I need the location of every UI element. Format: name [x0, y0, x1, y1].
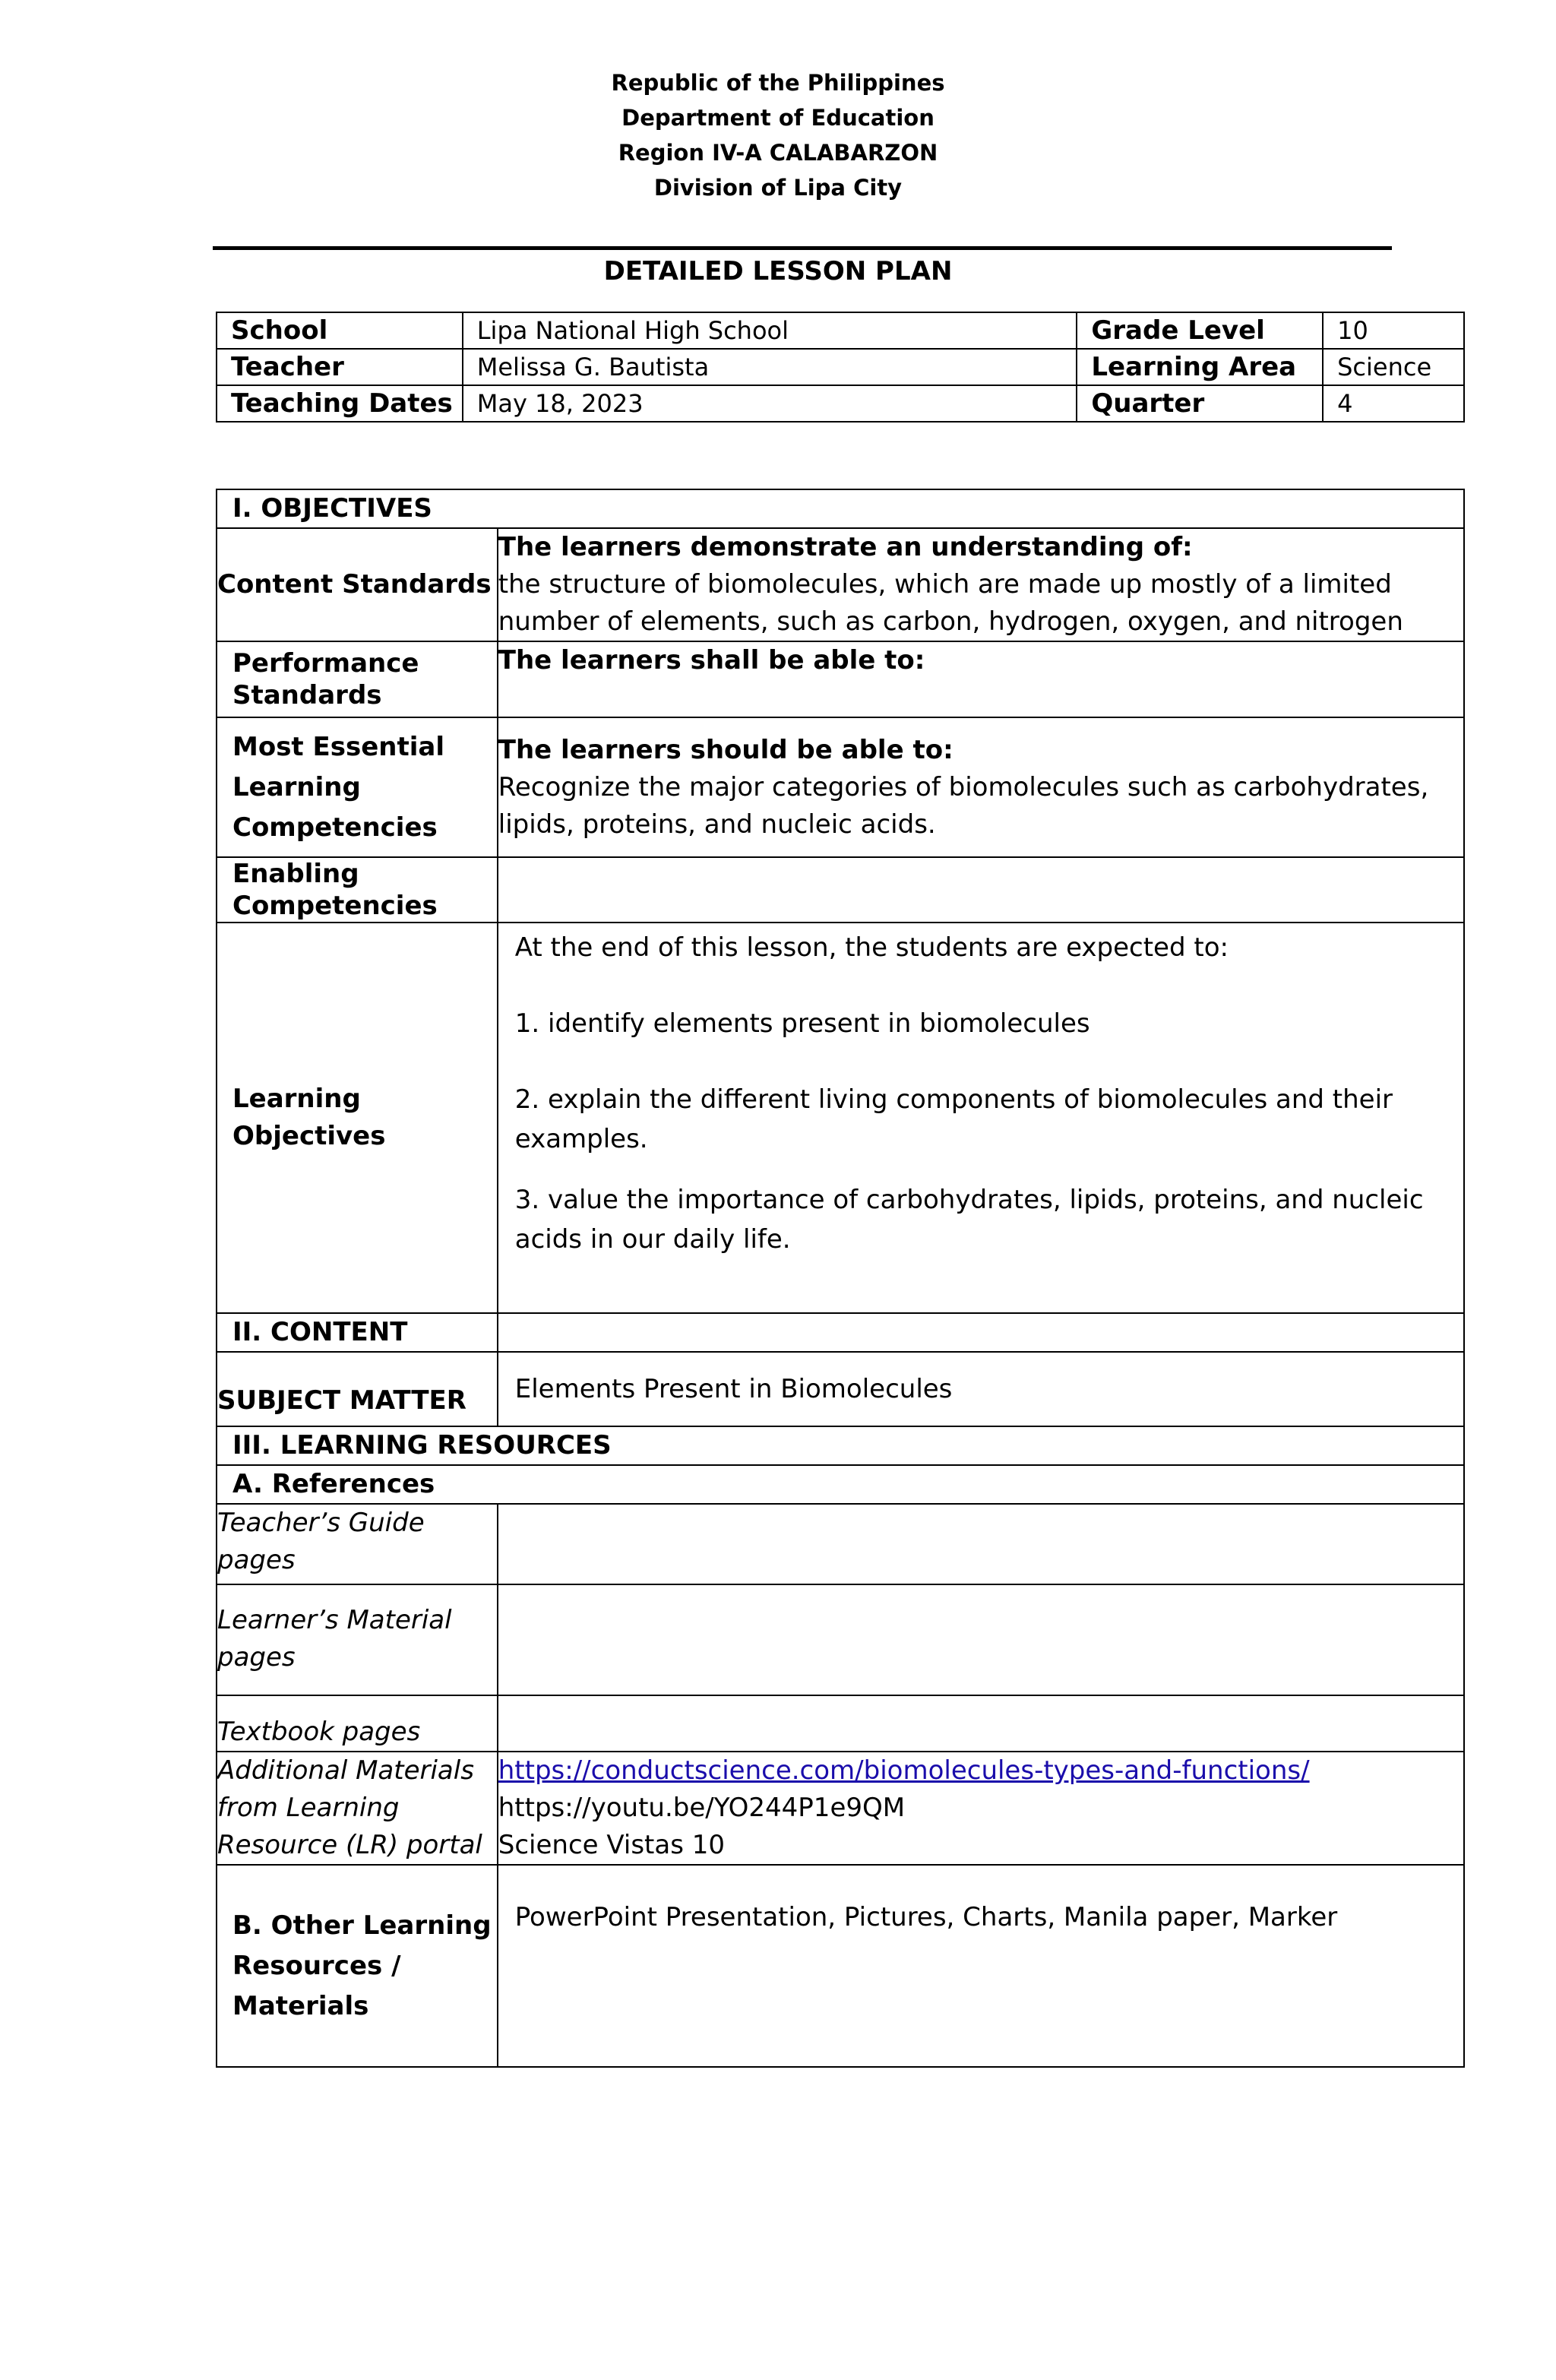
quarter-value: 4	[1323, 385, 1464, 422]
info-row-dates	[217, 385, 1464, 422]
learning-objectives-cell	[498, 923, 1464, 1313]
content-standards-row	[217, 528, 1464, 641]
header-divider	[213, 246, 1392, 250]
objectives-heading: I. OBJECTIVES	[217, 489, 1464, 528]
other-resources-row	[217, 1865, 1464, 2067]
content-heading-value	[498, 1313, 1464, 1352]
page-title: DETAILED LESSON PLAN	[603, 256, 953, 286]
subject-matter-row	[217, 1352, 1464, 1426]
content-standards-label: Content Standards	[217, 528, 498, 641]
teacher-label: Teacher	[217, 349, 463, 385]
lesson-info-table	[216, 312, 1465, 423]
learning-objective-1: 1. identify elements present in biomolecules	[514, 1008, 1090, 1039]
additional-materials-cell	[498, 1752, 1464, 1865]
enabling-competencies-label: Enabling Competencies	[217, 857, 498, 923]
grade-level-label: Grade Level	[1077, 312, 1323, 349]
enabling-competencies-row	[217, 857, 1464, 923]
content-heading: II. CONTENT	[217, 1313, 498, 1352]
melc-cell	[498, 717, 1464, 857]
resources-heading: III. LEARNING RESOURCES	[217, 1426, 1464, 1465]
references-heading: A. References	[217, 1465, 1464, 1504]
learning-objectives-intro: At the end of this lesson, the students are expected to:	[514, 932, 1229, 963]
school-label: School	[217, 312, 463, 349]
performance-standards-cell	[498, 641, 1464, 717]
performance-standards-row	[217, 641, 1464, 717]
teachers-guide-label: Teacher’s Guide pages	[217, 1504, 498, 1584]
additional-materials-label: Additional Materials from Learning Resource (LR) portal	[217, 1752, 498, 1865]
lesson-plan-table	[216, 489, 1465, 2068]
header-republic: Republic of the Philippines	[611, 70, 945, 96]
teaching-dates-value: May 18, 2023	[463, 385, 1077, 422]
additional-materials-row	[217, 1752, 1464, 1865]
teacher-value: Melissa G. Bautista	[463, 349, 1077, 385]
learners-material-row	[217, 1584, 1464, 1695]
melc-text: Recognize the major categories of biomolecules such as carbohydrates, lipids, proteins, and nucleic acids.	[498, 771, 1429, 840]
performance-standards-label: Performance Standards	[217, 641, 498, 717]
learning-objectives-label: Learning Objectives	[217, 923, 498, 1313]
other-resources-label: B. Other Learning Resources / Materials	[217, 1865, 498, 2067]
content-standards-text: the structure of biomolecules, which are made up mostly of a limited number of elements, such as carbon, hydrogen, oxygen, and nitrogen	[498, 569, 1403, 637]
teachers-guide-value	[498, 1504, 1464, 1584]
quarter-label: Quarter	[1077, 385, 1323, 422]
learning-area-value: Science	[1323, 349, 1464, 385]
science-vistas-book: Science Vistas 10	[498, 1830, 725, 1860]
learning-area-label: Learning Area	[1077, 349, 1323, 385]
content-heading-row	[217, 1313, 1464, 1352]
references-heading-row	[217, 1465, 1464, 1504]
textbook-row	[217, 1695, 1464, 1752]
header-department: Department of Education	[621, 105, 935, 131]
header-division: Division of Lipa City	[653, 175, 903, 201]
melc-row	[217, 717, 1464, 857]
resources-heading-row	[217, 1426, 1464, 1465]
content-standards-cell	[498, 528, 1464, 641]
conductscience-link[interactable]: https://conductscience.com/biomolecules-types-and-functions/	[498, 1755, 1310, 1786]
learning-objectives-row	[217, 923, 1464, 1313]
content-standards-lead: The learners demonstrate an understanding of:	[498, 532, 1193, 562]
school-value: Lipa National High School	[463, 312, 1077, 349]
performance-standards-lead: The learners shall be able to:	[498, 645, 925, 676]
info-row-school	[217, 312, 1464, 349]
document-header	[0, 65, 1556, 205]
enabling-competencies-value	[498, 857, 1464, 923]
teachers-guide-row	[217, 1504, 1464, 1584]
learning-objective-2: 2. explain the different living components of biomolecules and their examples.	[514, 1084, 1393, 1154]
youtube-url: https://youtu.be/YO244P1e9QM	[498, 1793, 906, 1823]
textbook-value	[498, 1695, 1464, 1752]
grade-level-value: 10	[1323, 312, 1464, 349]
textbook-label: Textbook pages	[217, 1695, 498, 1752]
objectives-heading-row	[217, 489, 1464, 528]
learners-material-value	[498, 1584, 1464, 1695]
teaching-dates-label: Teaching Dates	[217, 385, 463, 422]
melc-lead: The learners should be able to:	[498, 734, 954, 765]
subject-matter-label: SUBJECT MATTER	[217, 1352, 498, 1426]
learning-objective-3: 3. value the importance of carbohydrates, lipids, proteins, and nucleic acids in our daily life.	[514, 1185, 1424, 1255]
subject-matter-value: Elements Present in Biomolecules	[498, 1352, 1464, 1426]
info-row-teacher	[217, 349, 1464, 385]
other-resources-value: PowerPoint Presentation, Pictures, Charts, Manila paper, Marker	[498, 1865, 1464, 2067]
header-region: Region IV-A CALABARZON	[618, 140, 938, 166]
melc-label: Most Essential Learning Competencies	[217, 717, 498, 857]
learners-material-label: Learner’s Material pages	[217, 1584, 498, 1695]
